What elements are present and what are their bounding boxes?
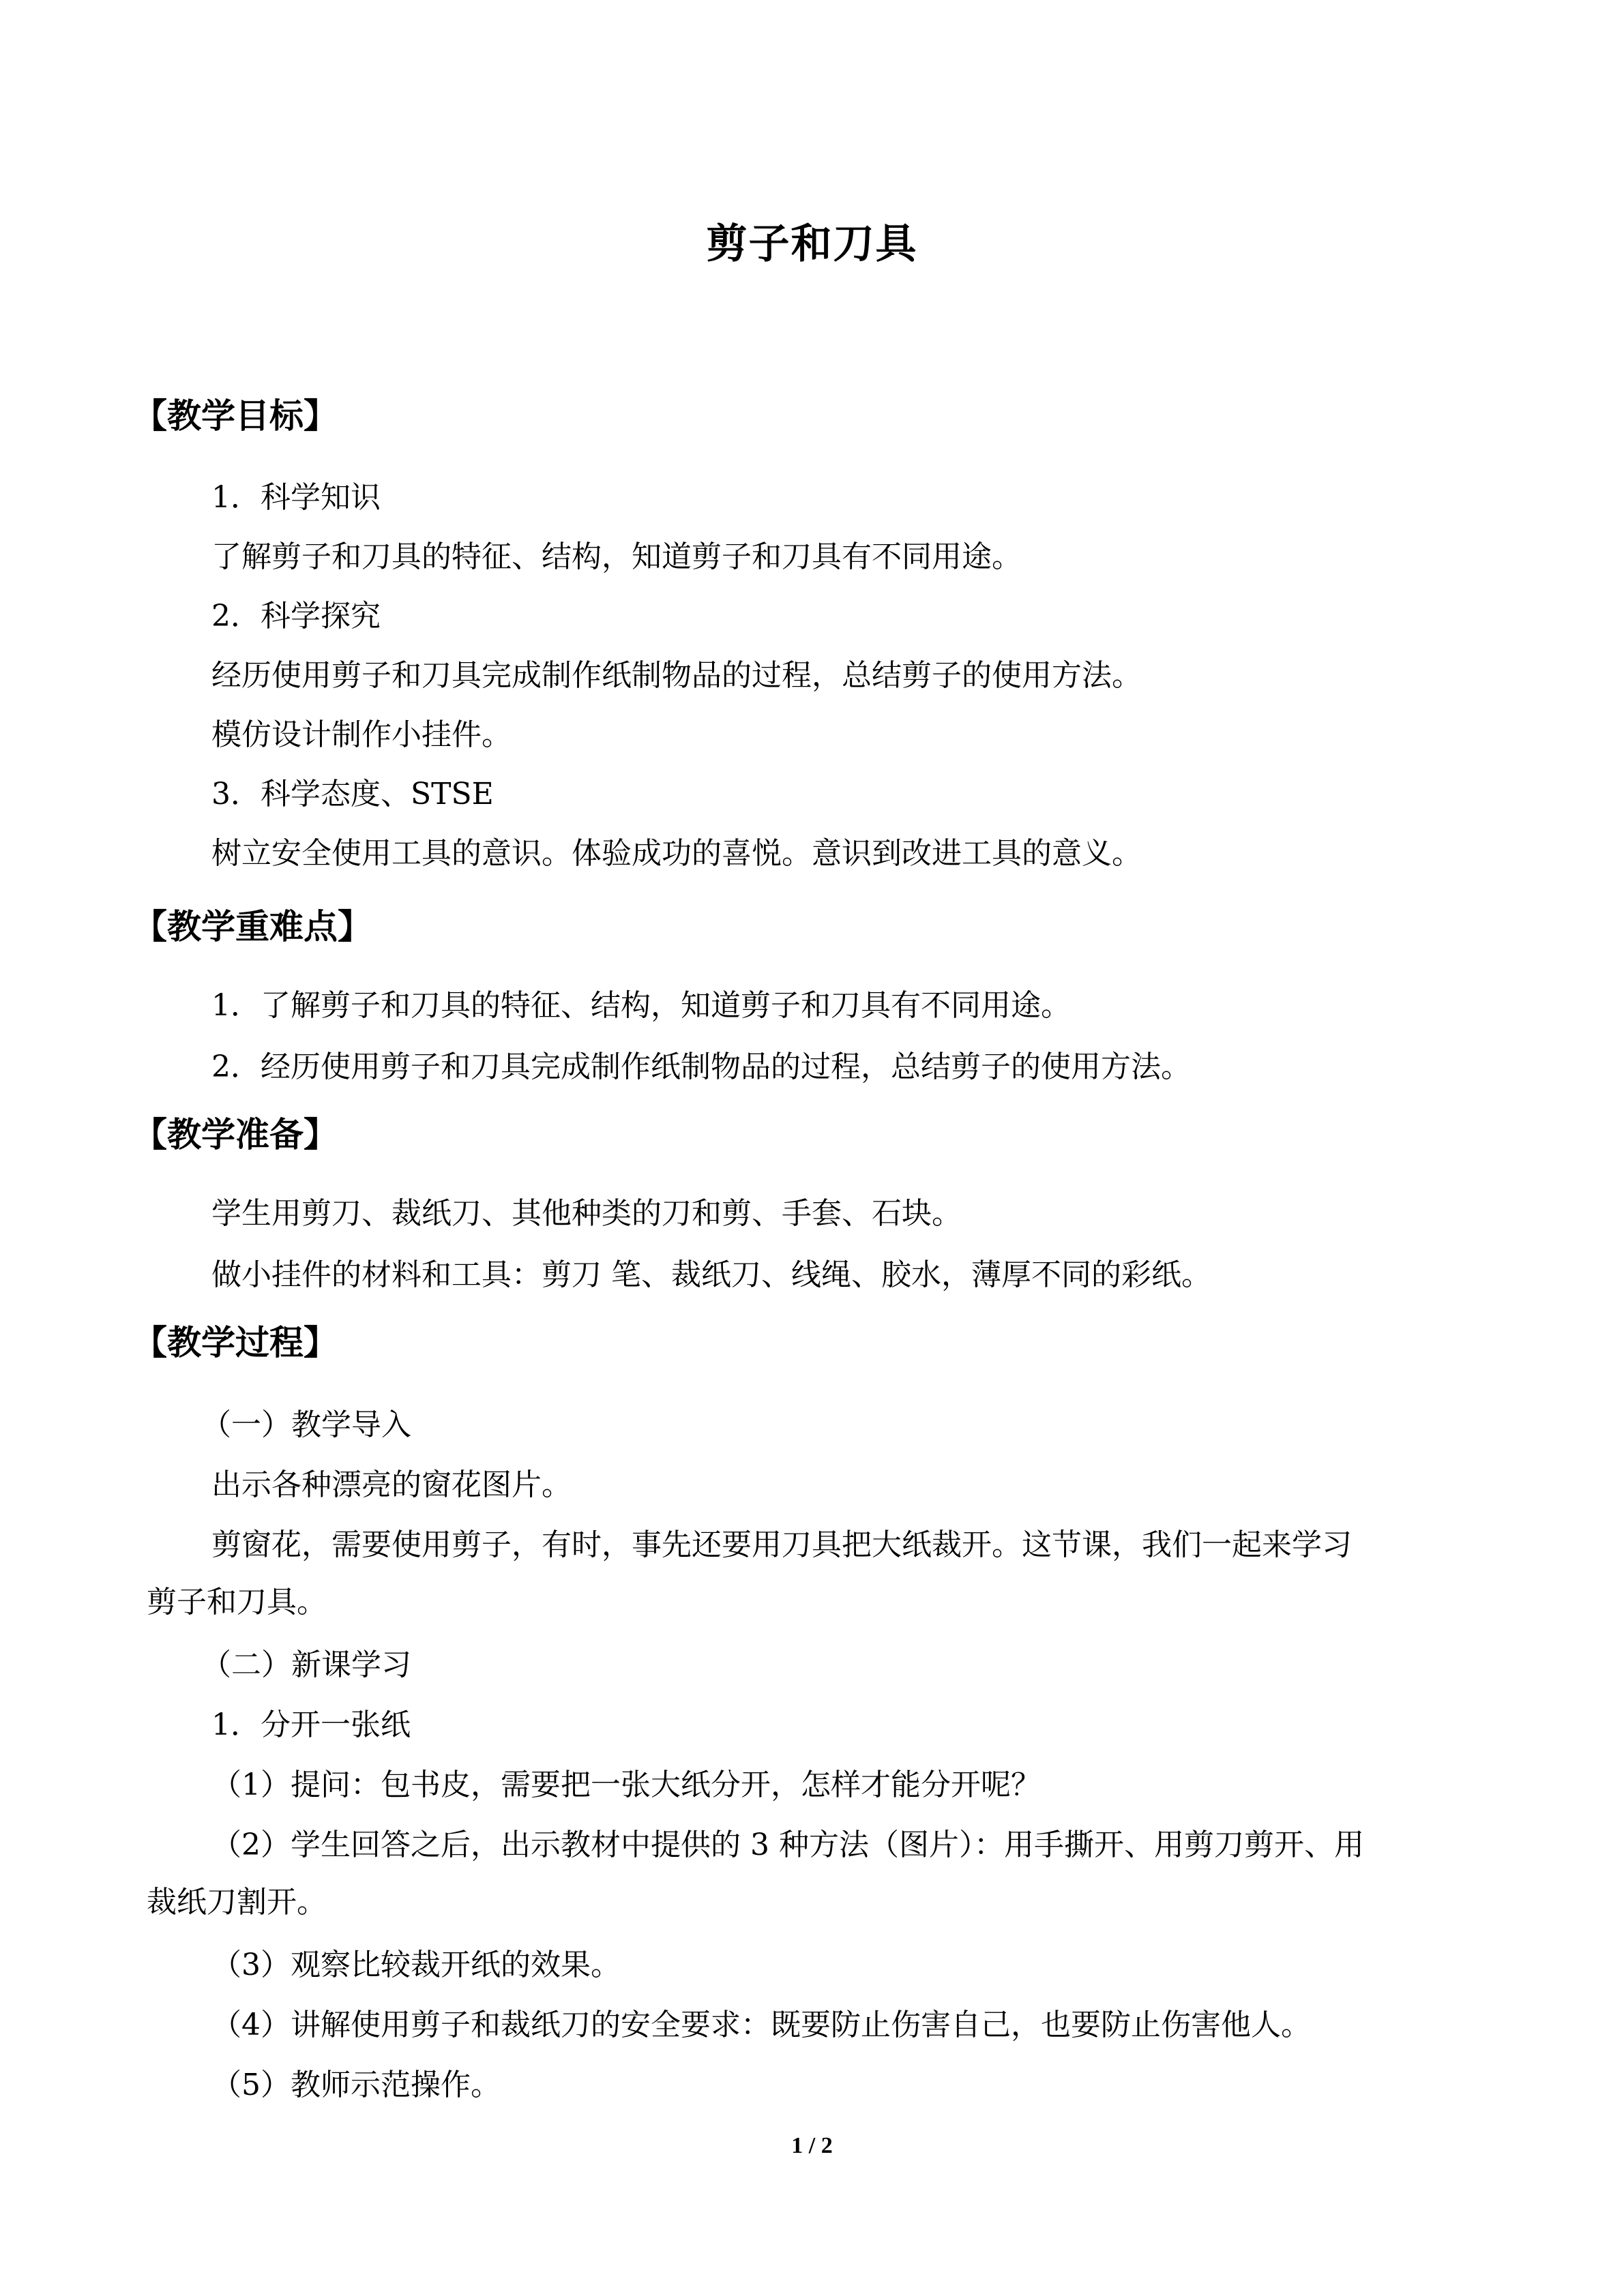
process-substep-1: （1）提问：包书皮，需要把一张大纸分开，怎样才能分开呢？ [211,1768,1041,1802]
process-paragraph: 出示各种漂亮的窗花图片。 [211,1467,572,1502]
process-substep-5: （5）教师示范操作。 [211,2068,501,2102]
section-heading-key-points: 【教学重难点】 [133,906,372,946]
objective-item-2-text: 经历使用剪子和刀具完成制作纸制物品的过程，总结剪子的使用方法。 [211,658,1142,693]
process-paragraph: 剪窗花，需要使用剪子，有时，事先还要用刀具把大纸裁开。这节课，我们一起来学习 [211,1527,1352,1562]
objective-item-3-title: 3．科学态度、STSE [211,777,494,811]
process-substep-3: （3）观察比较裁开纸的效果。 [211,1948,621,1982]
key-point-2: 2．经历使用剪子和刀具完成制作纸制物品的过程，总结剪子的使用方法。 [211,1049,1191,1084]
preparation-item-2: 做小挂件的材料和工具：剪刀 笔、裁纸刀、线绳、胶水，薄厚不同的彩纸。 [211,1257,1211,1292]
section-heading-preparation: 【教学准备】 [133,1114,338,1154]
section-heading-objectives: 【教学目标】 [133,396,338,436]
section-heading-process: 【教学过程】 [133,1322,338,1362]
process-part-2-title: （二）新课学习 [201,1648,411,1682]
objective-item-1-title: 1．科学知识 [211,480,381,515]
process-paragraph-continuation: 剪子和刀具。 [147,1585,327,1620]
objective-item-2-text-2: 模仿设计制作小挂件。 [211,717,512,752]
page-number: 1 / 2 [791,2133,833,2158]
process-substep-2-continuation: 裁纸刀割开。 [147,1885,327,1920]
process-step-1-title: 1．分开一张纸 [211,1708,411,1742]
document-title: 剪子和刀具 [706,220,918,268]
process-part-1-title: （一）教学导入 [201,1407,411,1442]
objective-item-2-title: 2．科学探究 [211,599,381,633]
process-substep-2: （2）学生回答之后，出示教材中提供的 3 种方法（图片）：用手撕开、用剪刀剪开、用 [211,1828,1364,1862]
objective-item-1-text: 了解剪子和刀具的特征、结构，知道剪子和刀具有不同用途。 [211,539,1022,574]
objective-item-3-text: 树立安全使用工具的意识。体验成功的喜悦。意识到改进工具的意义。 [211,836,1142,871]
process-substep-4: （4）讲解使用剪子和裁纸刀的安全要求：既要防止伤害自己，也要防止伤害他人。 [211,2008,1311,2042]
key-point-1: 1．了解剪子和刀具的特征、结构，知道剪子和刀具有不同用途。 [211,988,1071,1023]
preparation-item-1: 学生用剪刀、裁纸刀、其他种类的刀和剪、手套、石块。 [211,1196,962,1231]
